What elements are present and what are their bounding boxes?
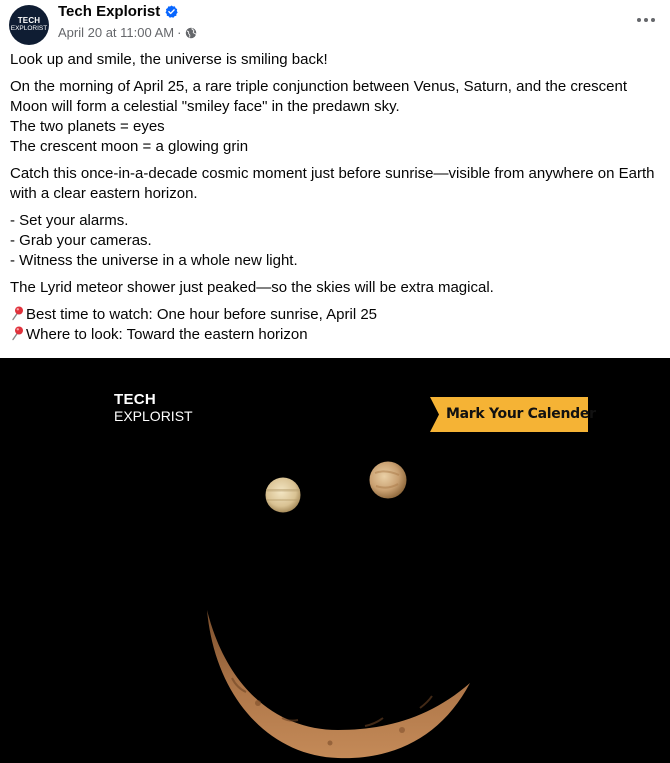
post-image[interactable]: [0, 358, 670, 763]
p6-line1: Best time to watch: One hour before sunrise, April 25: [26, 306, 378, 323]
image-logo-line1: TECH: [114, 391, 157, 408]
crescent-moon-grin: [207, 610, 470, 758]
p4-line3: - Witness the universe in a whole new light.: [10, 252, 298, 269]
p2-line2: The two planets = eyes: [10, 118, 165, 135]
dot-icon: [637, 18, 641, 22]
verified-badge-icon: [165, 5, 178, 18]
p6-line2: Where to look: Toward the eastern horizon: [26, 326, 308, 343]
avatar-line2: EXPLORIST: [10, 25, 48, 33]
p5-text: The Lyrid meteor shower just peaked—so the skies will be extra magical.: [10, 279, 494, 296]
paragraph-4: [10, 211, 665, 271]
paragraph-5: [10, 278, 665, 298]
p1-text: Look up and smile, the universe is smiling back!: [10, 51, 328, 68]
calendar-banner-text: Mark Your Calender: [446, 406, 596, 422]
post-header: [0, 0, 670, 48]
image-logo-line2: EXPLORIST: [114, 408, 193, 424]
paragraph-2: [10, 77, 665, 157]
p2-line3: The crescent moon = a glowing grin: [10, 138, 249, 155]
image-logo: [114, 392, 193, 423]
pushpin-icon: [10, 305, 24, 321]
globe-icon[interactable]: [185, 27, 197, 39]
author-row: [58, 3, 178, 20]
paragraph-1: [10, 50, 665, 70]
p3-text: Catch this once-in-a-decade cosmic moment just before sunrise—visible from anywhere on Earth with a clear eastern horizon.: [10, 165, 655, 202]
paragraph-6: [10, 305, 665, 345]
dot-icon: [644, 18, 648, 22]
p4-line2: - Grab your cameras.: [10, 232, 152, 249]
post-text: [10, 50, 665, 352]
venus-eye: [370, 462, 407, 499]
post-meta: [58, 25, 197, 40]
author-name[interactable]: Tech Explorist: [58, 3, 161, 20]
avatar-line1: TECH: [17, 16, 41, 26]
pushpin-icon: [10, 325, 24, 341]
p2-line1: On the morning of April 25, a rare triple conjunction between Venus, Saturn, and the crescent Moon will form a celestial "smiley face" in the predawn sky.: [10, 78, 628, 115]
dot-icon: [651, 18, 655, 22]
more-options-button[interactable]: [634, 8, 658, 32]
meta-separator: ·: [177, 25, 182, 40]
post-date[interactable]: April 20 at 11:00 AM: [58, 25, 175, 40]
p4-line1: - Set your alarms.: [10, 212, 129, 229]
avatar[interactable]: [9, 5, 49, 45]
paragraph-3: [10, 164, 665, 204]
saturn-eye: [266, 478, 301, 513]
